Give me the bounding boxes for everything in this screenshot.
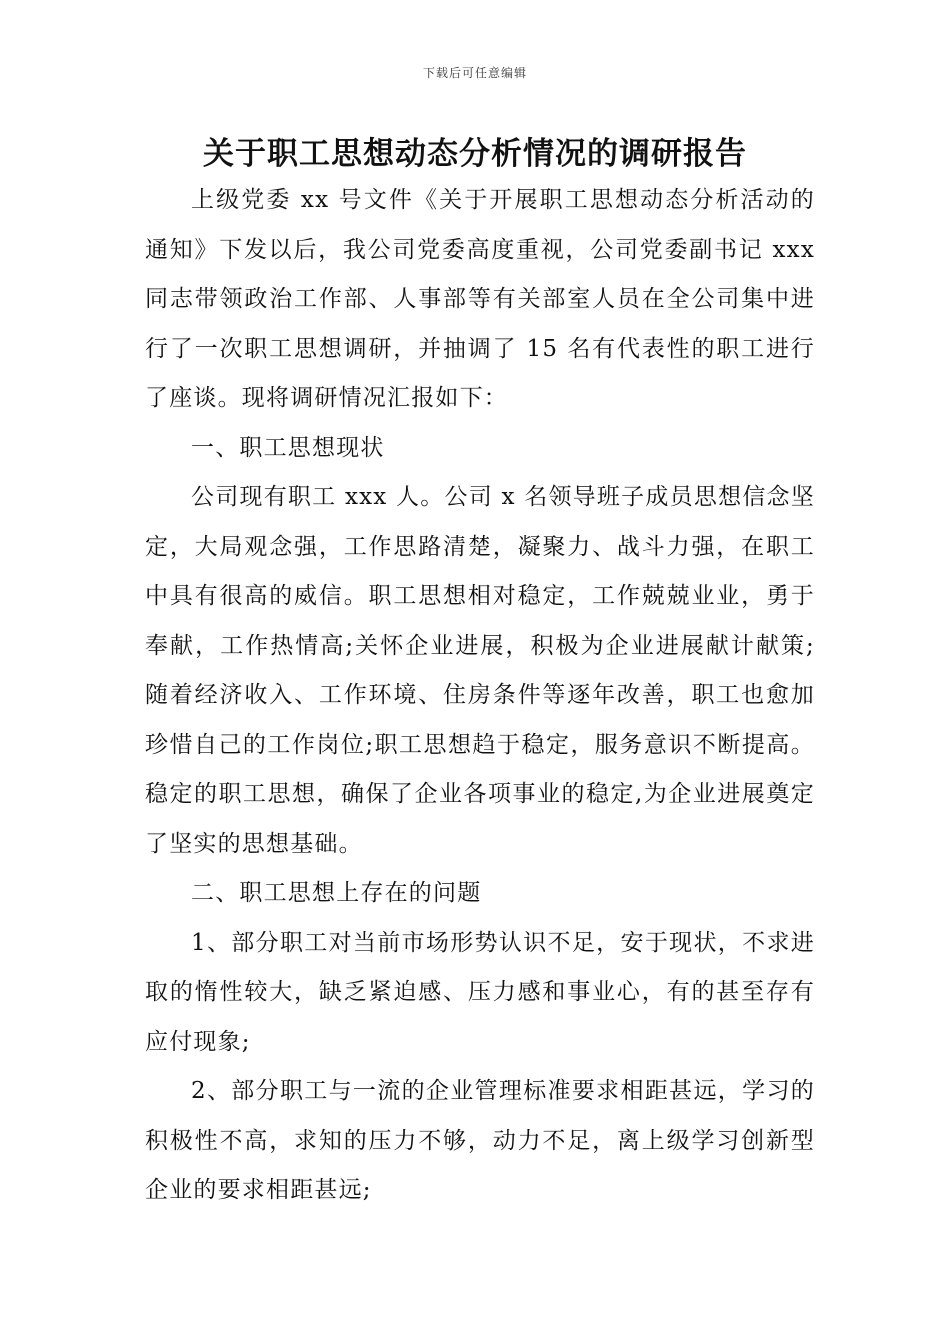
paragraph-issue-2: 2、部分职工与一流的企业管理标准要求相距甚远，学习的积极性不高，求知的压力不够，动力不足，离上级学习创新型企业的要求相距甚远;	[145, 1078, 815, 1203]
document-body	[145, 176, 815, 1216]
section-heading-2: 二、职工思想上存在的问题	[191, 880, 482, 906]
paragraph-intro: 上级党委 xx 号文件《关于开展职工思想动态分析活动的通知》下发以后，我公司党委高度重视，公司党委副书记 xxx 同志带领政治工作部、人事部等有关部室人员在全公司集中进行了一次职工思想调研，并抽调了 15 名有代表性的职工进行了座谈。现将调研情况汇报如下：	[145, 187, 815, 411]
document-title: 关于职工思想动态分析情况的调研报告	[203, 136, 747, 172]
paragraph-current-status: 公司现有职工 xxx 人。公司 x 名领导班子成员思想信念坚定，大局观念强，工作思路清楚，凝聚力、战斗力强，在职工中具有很高的威信。职工思想相对稳定，工作兢兢业业，勇于奉献，工作热情高;关怀企业进展，积极为企业进展献计献策;随着经济收入、工作环境、住房条件等逐年改善，职工也愈加珍惜自己的工作岗位;职工思想趋于稳定，服务意识不断提高。稳定的职工思想，确保了企业各项事业的稳定,为企业进展奠定了坚实的思想基础。	[145, 484, 815, 857]
header-note: 下载后可任意编辑	[422, 66, 527, 80]
paragraph-issue-1: 1、部分职工对当前市场形势认识不足，安于现状，不求进取的惰性较大，缺乏紧迫感、压力感和事业心，有的甚至存有应付现象;	[145, 929, 815, 1055]
section-heading-1: 一、职工思想现状	[191, 434, 385, 461]
